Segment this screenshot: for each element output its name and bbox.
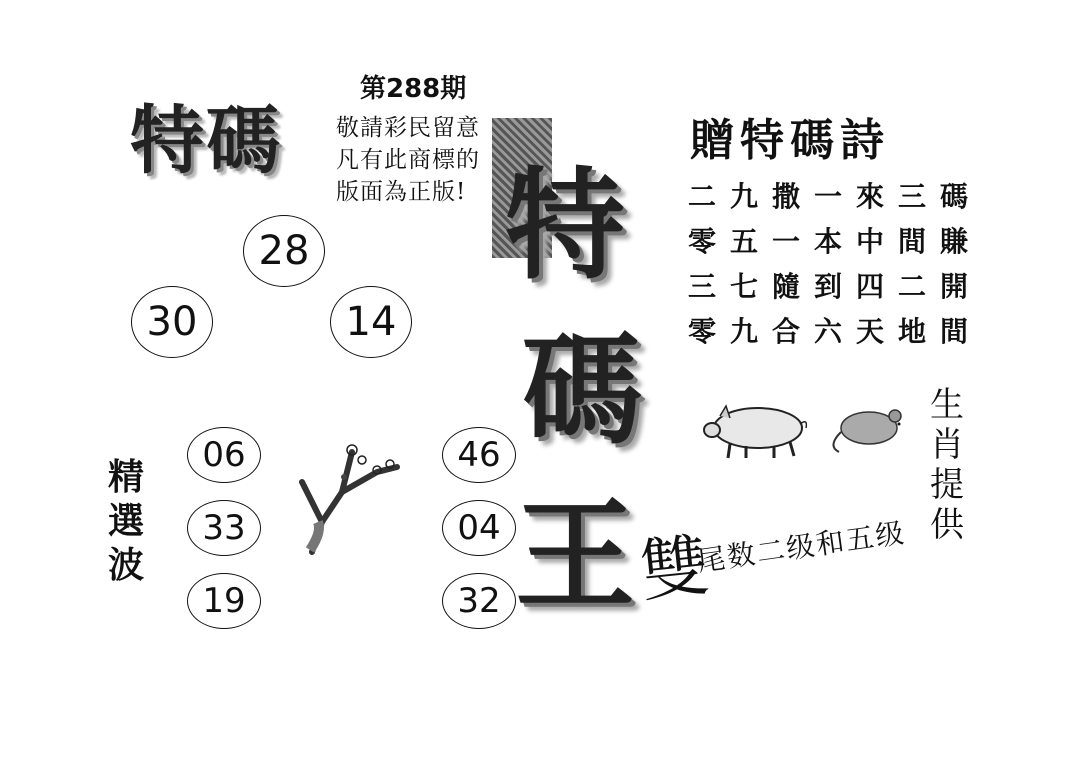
pig-icon — [700, 398, 810, 460]
poem-line: 零五一本中間賺 — [688, 225, 983, 258]
poem-title: 贈特碼詩 — [690, 115, 890, 166]
number-oval: 33 — [187, 500, 261, 556]
logo-char: 碼 — [522, 322, 642, 461]
number-circle: 28 — [243, 215, 325, 287]
notice-line: 版面為正版! — [336, 179, 467, 205]
notice-line: 敬請彩民留意 — [336, 115, 480, 141]
plum-branch-icon — [282, 432, 407, 557]
notice-line: 凡有此商標的 — [336, 147, 480, 173]
number-circle: 30 — [131, 286, 213, 358]
poem-line: 三七隨到四二開 — [688, 270, 983, 303]
number-oval: 04 — [442, 500, 516, 556]
notice-text — [336, 112, 486, 208]
selected-label — [108, 455, 158, 587]
logo-char: 王 — [515, 487, 635, 626]
logo-char: 特 — [505, 157, 625, 296]
tail-number-text: 尾数二级和五级 — [695, 516, 908, 579]
selected-label-text: 精選波 — [108, 456, 145, 586]
number-oval: 32 — [442, 573, 516, 629]
issue-number: 第288期 — [360, 74, 467, 104]
zodiac-label: 生肖提供 — [930, 385, 964, 545]
poem-line: 零九合六天地間 — [688, 315, 983, 348]
rat-icon — [825, 402, 910, 457]
number-oval: 06 — [187, 427, 261, 483]
page-title: 特碼 — [130, 98, 282, 184]
number-oval: 19 — [187, 573, 261, 629]
double-char: 雙 — [636, 526, 713, 613]
number-circle: 14 — [330, 286, 412, 358]
poem-line: 二九撒一來三碼 — [688, 180, 983, 213]
number-oval: 46 — [442, 427, 516, 483]
